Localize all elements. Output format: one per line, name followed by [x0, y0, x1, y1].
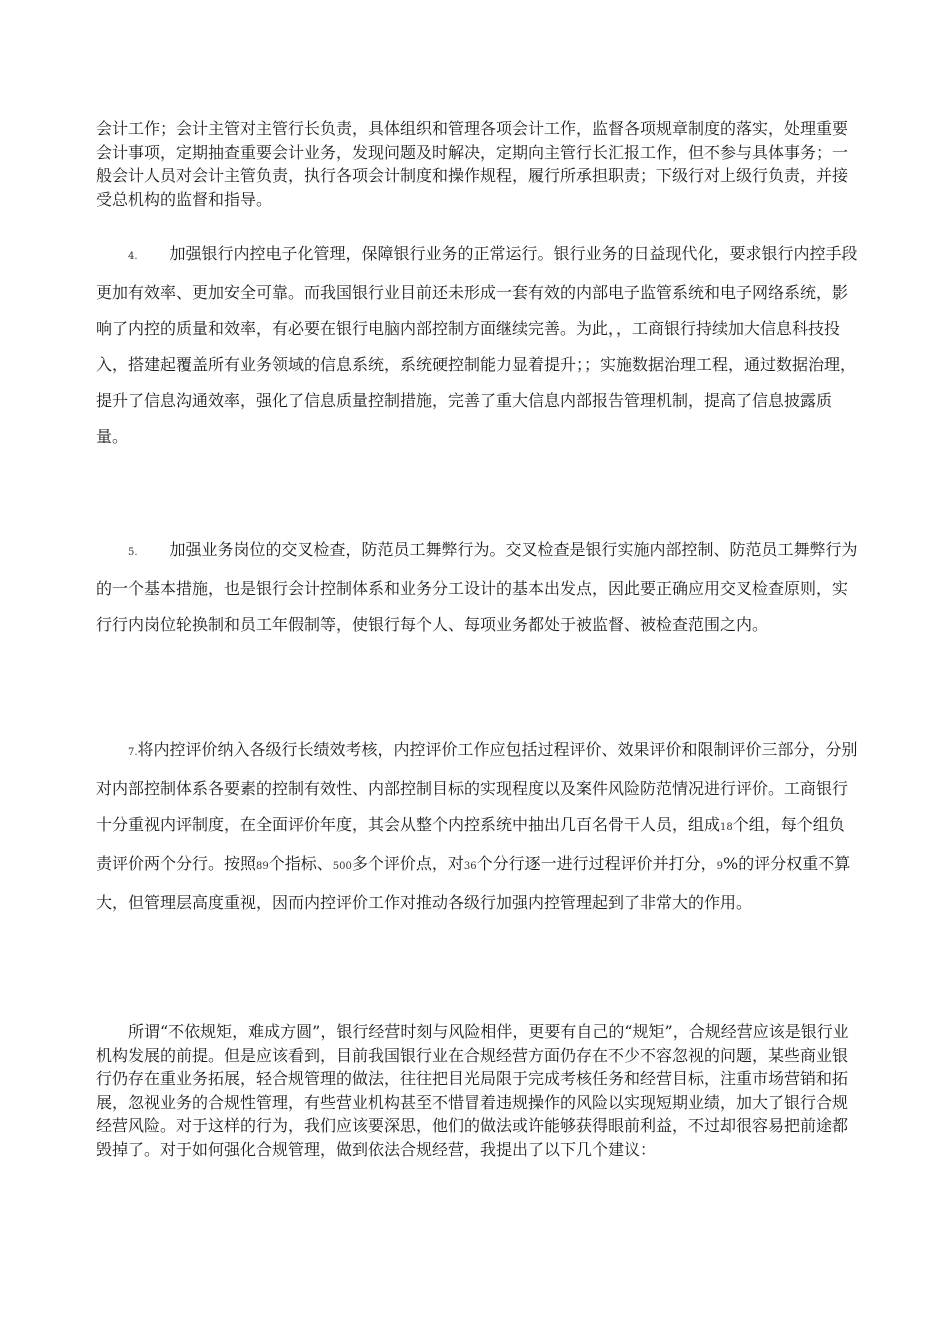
item-7-weight: 9: [716, 861, 723, 872]
item-7-text-3: 个指标、: [268, 854, 333, 873]
item-7-text-1: 将内控评价纳入各级行长绩效考核，内控评价工作应包括过程评价、效果评价和限制评价三部分，分别对内部控制体系各要素的控制有效性、内部控制目标的实现程度以及案件风险防范情况进行评价。工商银行十分重视内评制度，在全面评价年度，其会从整个内控系统中抽出几百名骨干人员，组成: [96, 740, 858, 834]
final-paragraph-text: 所谓“不依规矩，难成方圆”，银行经营时刻与风险相伴，更要有自己的“规矩”，合规经营应该是银行业机构发展的前提。但是应该看到，目前我国银行业在合规经营方面仍存在不少不容忽视的问题，某些商业银行仍存在重业务拓展，轻合规管理的做法，往往把目光局限于完成考核任务和经营目标，注重市场营销和拓展，忽视业务的合规性管理，有些营业机构甚至不惜冒着违规操作的风险以实现短期业绩，加大了银行合规经营风险。对于这样的行为，我们应该要深思，他们的做法或许能够获得眼前利益，不过却很容易把前途都毁掉了。对于如何强化合规管理，做到依法合规经营，我提出了以下几个建议：: [96, 1022, 849, 1159]
item-7-number: 7.: [128, 747, 138, 758]
item-7-point-count: 500: [332, 861, 352, 872]
intro-paragraph: [96, 117, 858, 211]
item-4-text: 加强银行内控电子化管理，保障银行业务的正常运行。银行业务的日益现代化，要求银行内控手段更加有效率、更加安全可靠。而我国银行业目前还未形成一套有效的内部电子监管系统和电子网络系统，影响了内控的质量和效率，有必要在银行电脑内部控制方面继续完善。为此，，工商银行持续加大信息科技投入，搭建起覆盖所有业务领域的信息系统，系统硬控制能力显着提升；；实施数据治理工程，通过数据治理，提升了信息沟通效率，强化了信息质量控制措施，完善了重大信息内部报告管理机制，提高了信息披露质量。: [96, 244, 858, 446]
intro-paragraph-text: 会计工作；会计主管对主管行长负责，具体组织和管理各项会计工作，监督各项规章制度的落实，处理重要会计事项，定期抽查重要会计业务，发现问题及时解决，定期向主管行长汇报工作，但不参与具体事务；一般会计人员对会计主管负责，执行各项会计制度和操作规程，履行所承担职责；下级行对上级行负责，并接受总机构的监督和指导。: [96, 119, 849, 209]
item-7-text-5: 个分行逐一进行过程评价并打分，: [476, 854, 717, 873]
item-7-paragraph: [96, 732, 858, 921]
item-7-indicator-count: 89: [256, 861, 269, 872]
item-7-group-count: 18: [720, 822, 733, 833]
item-5-paragraph: [96, 532, 858, 643]
item-4-paragraph: [96, 236, 858, 455]
item-7-text-6: %的评分权重不算大，但管理层高度重视，因而内控评价工作对推动各级行加强内控管理起到了非常大的作用。: [96, 854, 851, 912]
final-paragraph: [96, 1020, 858, 1161]
item-7-text-2: 个组，每个组负责评价两个分行。按照: [96, 815, 845, 873]
item-5-text: 加强业务岗位的交叉检查，防范员工舞弊行为。交叉检查是银行实施内部控制、防范员工舞弊行为的一个基本措施，也是银行会计控制体系和业务分工设计的基本出发点，因此要正确应用交叉检查原则，实行行内岗位轮换制和员工年假制等，使银行每个人、每项业务都处于被监督、被检查范围之内。: [96, 540, 858, 634]
item-7-branch-count: 36: [463, 861, 477, 872]
item-4-number: 4.: [128, 251, 138, 262]
item-5-number: 5.: [128, 547, 138, 558]
item-7-text-4: 多个评价点，对: [351, 854, 464, 873]
